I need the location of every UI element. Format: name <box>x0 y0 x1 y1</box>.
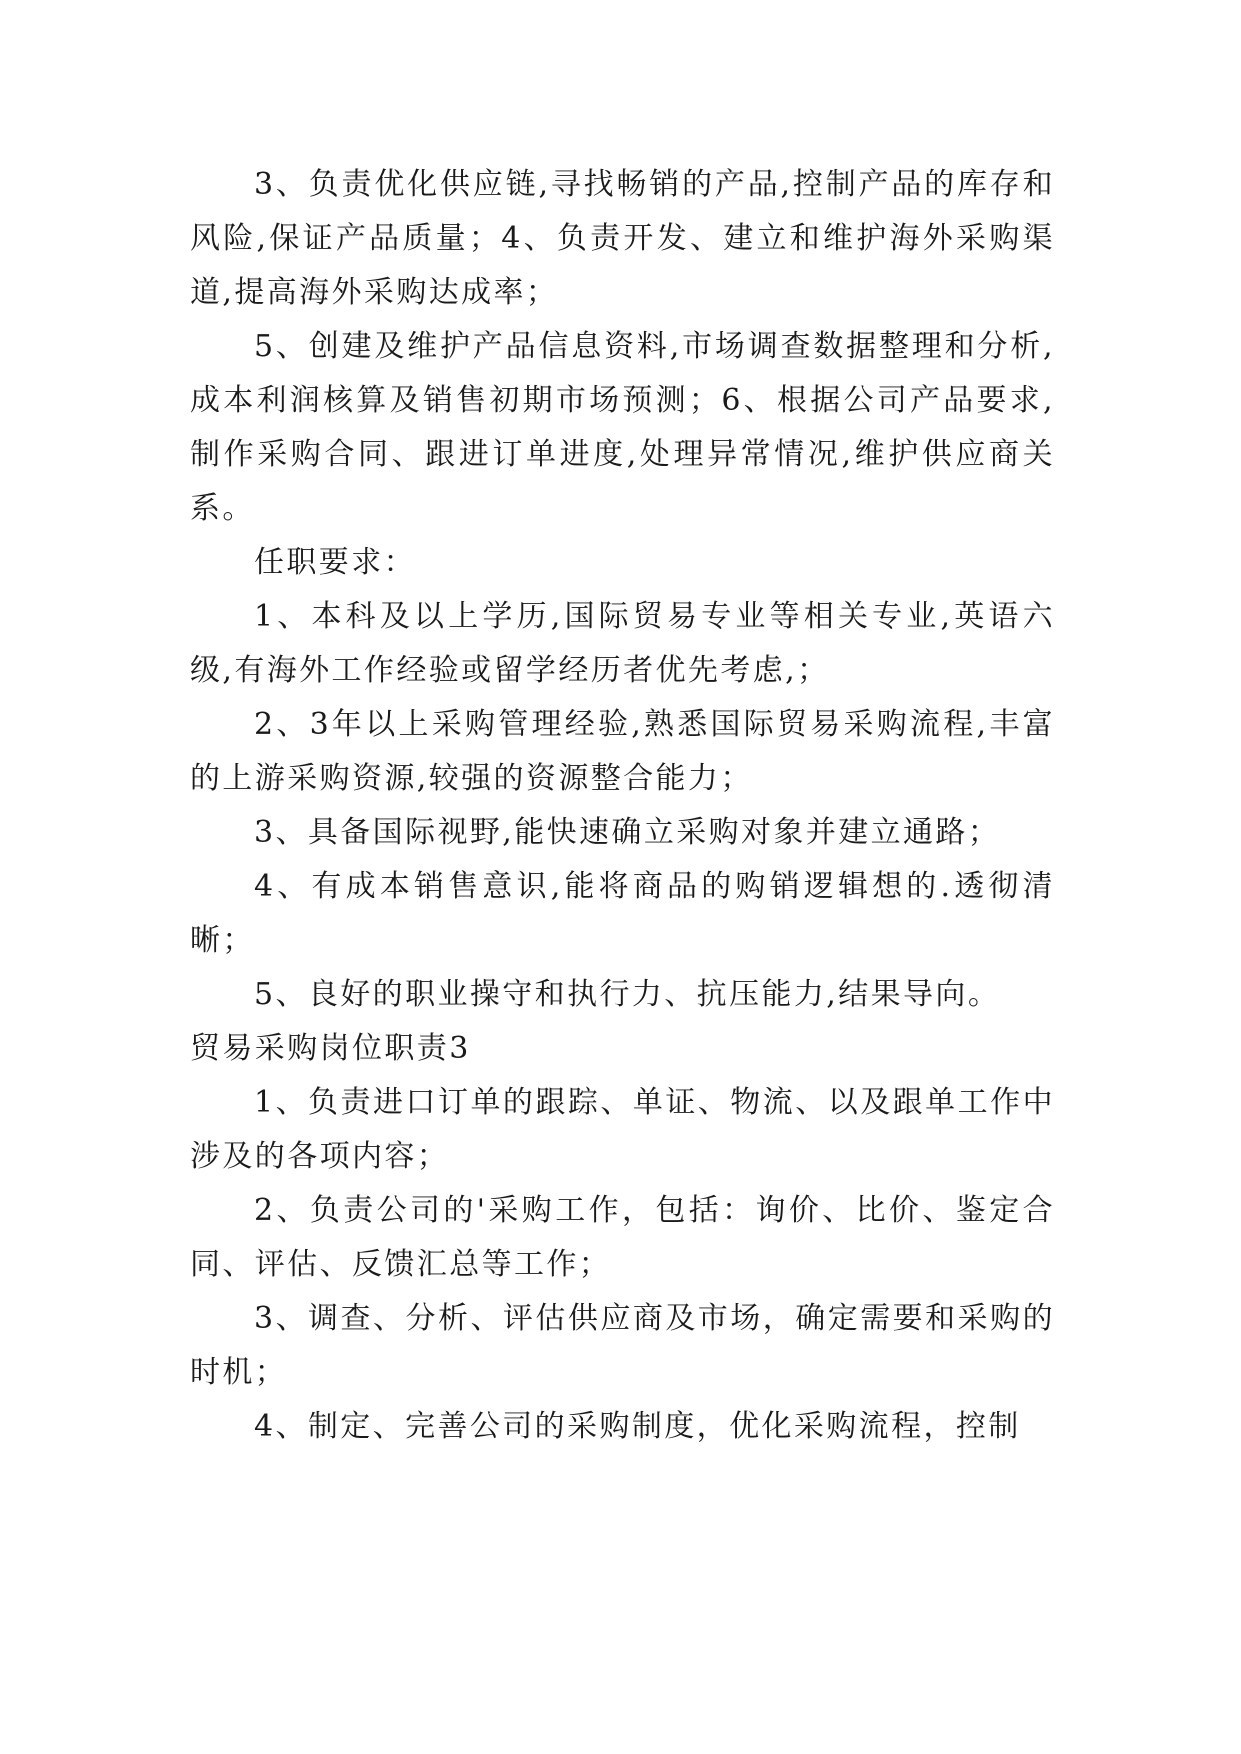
paragraph-requirement-2: 2、3年以上采购管理经验,熟悉国际贸易采购流程,丰富的上游采购资源,较强的资源整合能力； <box>190 707 1055 796</box>
paragraph-duty-5-6: 5、创建及维护产品信息资料,市场调查数据整理和分析,成本利润核算及销售初期市场预测；6、根据公司产品要求,制作采购合同、跟进订单进度,处理异常情况,维护供应商关系。 <box>190 329 1055 526</box>
section-title: 贸易采购岗位职责3 <box>190 1031 471 1066</box>
paragraph-requirement-5: 5、良好的职业操守和执行力、抗压能力,结果导向。 <box>254 977 1001 1012</box>
paragraph-section3-duty-1: 1、负责进口订单的跟踪、单证、物流、以及跟单工作中涉及的各项内容； <box>190 1085 1055 1174</box>
paragraph-section3-duty-4: 4、制定、完善公司的采购制度，优化采购流程，控制 <box>254 1409 1021 1444</box>
paragraph-requirements-heading: 任职要求： <box>254 545 416 580</box>
paragraph-duty-3-4: 3、负责优化供应链,寻找畅销的产品,控制产品的库存和风险,保证产品质量；4、负责开发、建立和维护海外采购渠道,提高海外采购达成率； <box>190 167 1055 310</box>
paragraph-requirement-1: 1、本科及以上学历,国际贸易专业等相关专业,英语六级,有海外工作经验或留学经历者优先考虑,； <box>190 599 1055 688</box>
paragraph-requirement-3: 3、具备国际视野,能快速确立采购对象并建立通路； <box>254 815 1001 850</box>
paragraph-section3-duty-3: 3、调查、分析、评估供应商及市场，确定需要和采购的时机； <box>190 1301 1055 1390</box>
document-page <box>190 158 1055 1454</box>
paragraph-section3-duty-2: 2、负责公司的'采购工作，包括：询价、比价、鉴定合同、评估、反馈汇总等工作； <box>190 1193 1055 1282</box>
paragraph-requirement-4: 4、有成本销售意识,能将商品的购销逻辑想的.透彻清晰； <box>190 869 1055 958</box>
